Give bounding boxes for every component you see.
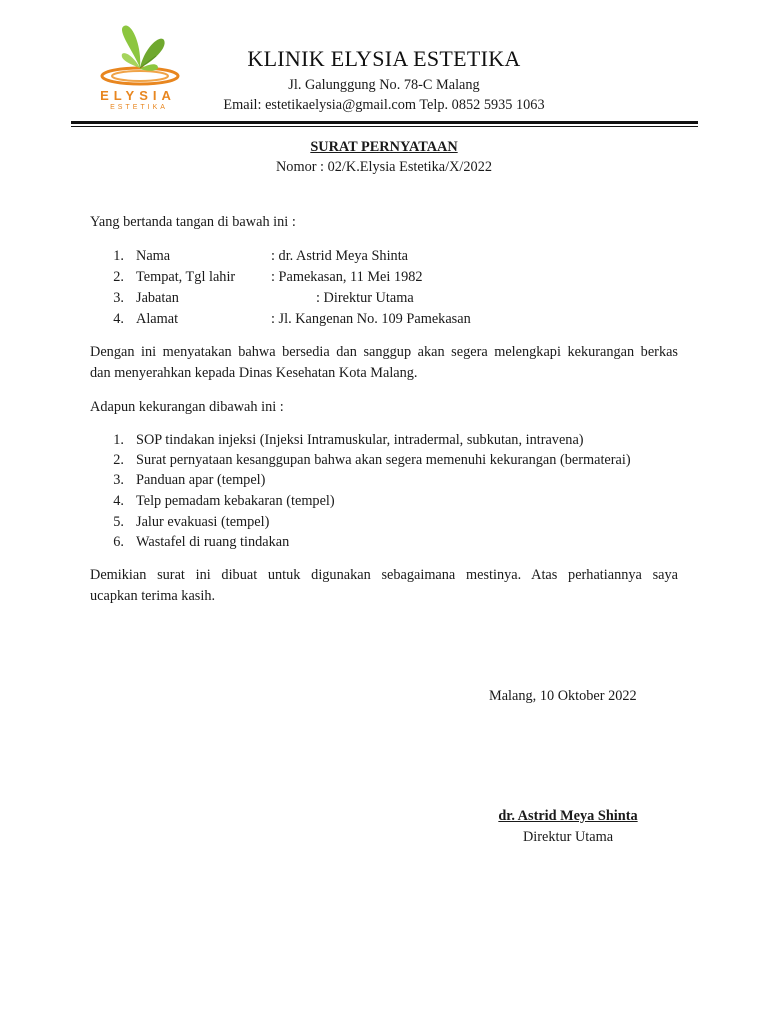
list-number: 5. [113,514,124,530]
clinic-contact: Email: estetikaelysia@gmail.com Telp. 0852 5935 1063 [223,97,545,113]
list-item: Jalur evakuasi (tempel) [136,514,270,530]
list-item: SOP tindakan injeksi (Injeksi Intramuskular, intradermal, subkutan, intravena) [136,432,584,448]
deficiency-intro: Adapun kekurangan dibawah ini : [90,399,284,415]
identity-value-alamat: : Jl. Kangenan No. 109 Pamekasan [271,311,471,327]
document-title: SURAT PERNYATAAN [310,139,458,155]
list-number: 1. [113,248,124,264]
clinic-name: KLINIK ELYSIA ESTETIKA [247,46,521,71]
list-number: 4. [113,311,124,327]
list-number: 6. [113,534,124,550]
list-number: 4. [113,493,124,509]
butterfly-logo-icon [90,22,190,92]
identity-label-jabatan: Jabatan [136,290,179,306]
letterhead-rule-thin [71,126,698,127]
identity-label-ttl: Tempat, Tgl lahir [136,269,236,285]
signatory-position: Direktur Utama [522,829,614,845]
closing-line-1: Demikian surat ini dibuat untuk digunakan sebagaimana mestinya. Atas perhatiannya saya [90,567,678,583]
statement-line-1: Dengan ini menyatakan bahwa bersedia dan sanggup akan segera melengkapi kekurangan berkas [90,344,678,360]
intro-text: Yang bertanda tangan di bawah ini : [90,214,296,230]
list-item: Telp pemadam kebakaran (tempel) [136,493,335,509]
document-number: Nomor : 02/K.Elysia Estetika/X/2022 [275,159,493,175]
list-number: 2. [113,452,124,468]
clinic-address: Jl. Galunggung No. 78-C Malang [288,77,480,93]
identity-value-jabatan: : Direktur Utama [316,290,414,306]
list-item: Panduan apar (tempel) [136,472,266,488]
identity-value-ttl: : Pamekasan, 11 Mei 1982 [271,269,423,285]
list-number: 1. [113,432,124,448]
letterhead-rule-thick [71,121,698,124]
list-item: Wastafel di ruang tindakan [136,534,290,550]
place-date: Malang, 10 Oktober 2022 [489,688,637,704]
statement-line-2: dan menyerahkan kepada Dinas Kesehatan Kota Malang. [90,365,418,381]
identity-value-nama: : dr. Astrid Meya Shinta [271,248,409,264]
list-item: Surat pernyataan kesanggupan bahwa akan segera memenuhi kekurangan (bermaterai) [136,452,631,468]
logo-wordmark: ELYSIA [100,88,176,103]
identity-label-nama: Nama [136,248,171,264]
signatory-name: dr. Astrid Meya Shinta [498,808,638,824]
logo-subtitle: ESTETIKA [110,104,168,111]
list-number: 3. [113,290,124,306]
list-number: 3. [113,472,124,488]
closing-line-2: ucapkan terima kasih. [90,588,216,604]
identity-label-alamat: Alamat [136,311,179,327]
list-number: 2. [113,269,124,285]
